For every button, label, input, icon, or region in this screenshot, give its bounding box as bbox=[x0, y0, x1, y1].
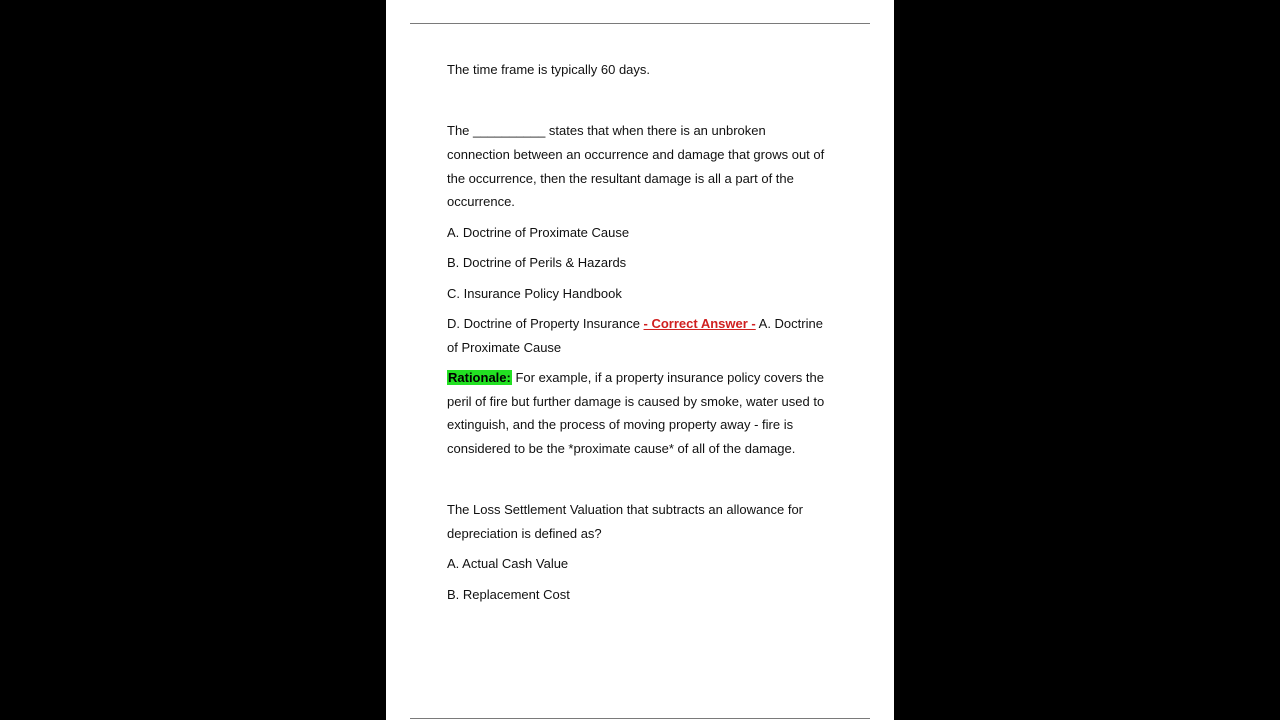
header-divider bbox=[410, 23, 870, 24]
question-stem: The Loss Settlement Valuation that subtracts an allowance for bbox=[447, 502, 804, 517]
option-b: B. Replacement Cost bbox=[447, 587, 570, 602]
question-stem: depreciation is defined as? bbox=[447, 526, 602, 541]
question-stem: The __________ states that when there is an unbroken bbox=[447, 123, 766, 138]
rationale-text: peril of fire but further damage is caused by smoke, water used to bbox=[447, 394, 825, 409]
option-c: C. Insurance Policy Handbook bbox=[447, 286, 622, 301]
option-a: A. Doctrine of Proximate Cause bbox=[447, 225, 630, 240]
rationale-text: For example, if a property insurance policy covers the bbox=[511, 370, 824, 385]
option-a: A. Actual Cash Value bbox=[447, 556, 569, 571]
answer-text-cont: of Proximate Cause bbox=[447, 340, 562, 355]
rationale-line bbox=[447, 370, 824, 386]
rationale-text: considered to be the *proximate cause* of all of the damage. bbox=[447, 441, 796, 456]
question-stem: occurrence. bbox=[447, 194, 515, 209]
answer-text: A. Doctrine bbox=[755, 316, 823, 331]
option-d: D. Doctrine of Property Insurance bbox=[447, 316, 644, 331]
intro-text: The time frame is typically 60 days. bbox=[447, 62, 651, 77]
option-b: B. Doctrine of Perils & Hazards bbox=[447, 255, 627, 270]
footer-divider bbox=[410, 718, 870, 719]
question-stem: connection between an occurrence and damage that grows out of bbox=[447, 147, 825, 162]
rationale-text: extinguish, and the process of moving property away - fire is bbox=[447, 417, 794, 432]
rationale-label: Rationale: bbox=[448, 370, 511, 385]
question-stem: the occurrence, then the resultant damage is all a part of the bbox=[447, 171, 794, 186]
correct-answer-label: - Correct Answer - bbox=[643, 316, 756, 331]
document-page bbox=[386, 0, 894, 720]
option-d-with-answer bbox=[447, 316, 823, 332]
